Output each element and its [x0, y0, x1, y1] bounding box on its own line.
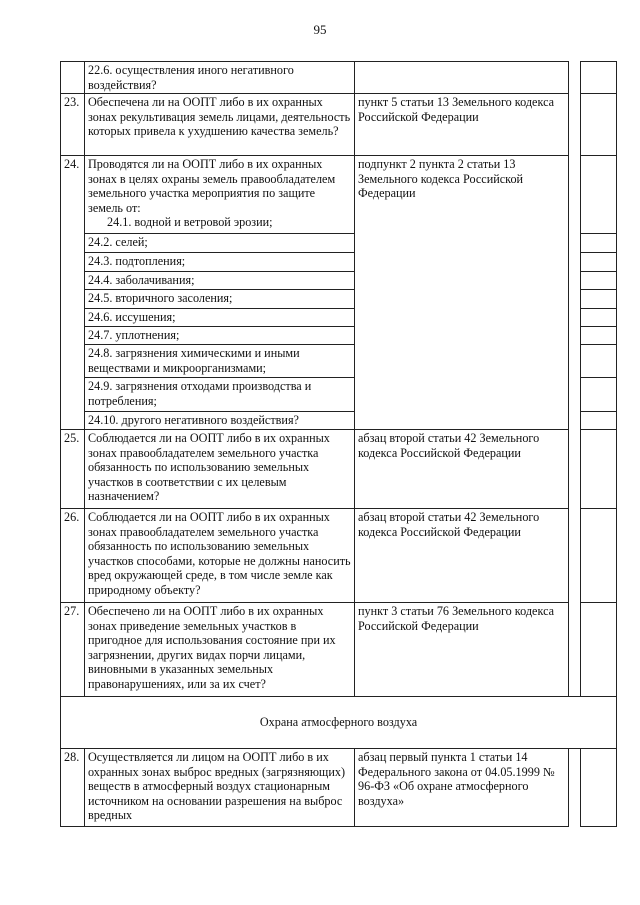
sub-item: 24.7. уплотнения;: [85, 327, 355, 345]
row-number: 25.: [61, 430, 85, 509]
requirement-text: Соблюдается ли на ООПТ либо в их охранных зонах правообладателем земельного участка обязанность по использованию земельных участков способами, которые не должны наносить вред окружающей среде, в том числе земле как природному объекту?: [85, 509, 355, 603]
sub-item: 24.5. вторичного засоления;: [85, 290, 355, 309]
legal-reference: абзац первый пункта 1 статьи 14 Федерального закона от 04.05.1999 № 96-ФЗ «Об охране атмосферного воздуха»: [355, 749, 569, 827]
section-header-row: [61, 697, 617, 749]
answer-cell[interactable]: [581, 62, 617, 94]
legal-reference: подпункт 2 пункта 2 статьи 13 Земельного кодекса Российской Федерации: [355, 156, 569, 430]
answer-cell[interactable]: [581, 345, 617, 378]
sub-item: 24.10. другого негативного воздействия?: [85, 412, 355, 430]
sub-item: 24.4. заболачивания;: [85, 272, 355, 290]
table-row: [61, 62, 617, 94]
answer-cell[interactable]: [581, 234, 617, 253]
legal-reference: пункт 3 статьи 76 Земельного кодекса Российской Федерации: [355, 603, 569, 697]
requirement-text: [85, 156, 355, 234]
legal-reference: пункт 5 статьи 13 Земельного кодекса Российской Федерации: [355, 94, 569, 156]
table-row: [61, 509, 617, 603]
answer-cell[interactable]: [581, 603, 617, 697]
table-row: [61, 749, 617, 827]
table-row: [61, 603, 617, 697]
row-number: [61, 62, 85, 94]
row-number: 28.: [61, 749, 85, 827]
row-number: 24.: [61, 156, 85, 430]
legal-reference: [355, 62, 569, 94]
table-row: [61, 156, 617, 234]
legal-reference: абзац второй статьи 42 Земельного кодекса Российской Федерации: [355, 509, 569, 603]
legal-reference: абзац второй статьи 42 Земельного кодекса Российской Федерации: [355, 430, 569, 509]
requirement-text: Обеспечено ли на ООПТ либо в их охранных зонах приведение земельных участков в пригодное для использования состояние при их загрязнении, других видах порчи лицами, виновными в указанных земельных правонарушениях, или за их счет?: [85, 603, 355, 697]
sub-item: 24.1. водной и ветровой эрозии;: [107, 215, 273, 230]
requirement-text: Осуществляется ли лицом на ООПТ либо в их охранных зонах выброс вредных (загрязняющих) веществ в атмосферный воздух стационарным источником на основании разрешения на выброс вредных: [85, 749, 355, 827]
row-number: 23.: [61, 94, 85, 156]
answer-cell[interactable]: [581, 749, 617, 827]
sub-item: 24.3. подтопления;: [85, 253, 355, 272]
answer-cell[interactable]: [581, 272, 617, 290]
answer-cell[interactable]: [581, 412, 617, 430]
sub-item: 24.8. загрязнения химическими и иными веществами и микроорганизмами;: [85, 345, 355, 378]
sub-item: 24.6. иссушения;: [85, 309, 355, 327]
sub-item: 24.9. загрязнения отходами производства и потребления;: [85, 378, 355, 412]
requirement-text: Соблюдается ли на ООПТ либо в их охранных зонах правообладателем земельного участка обязанность по использованию земельных участков в соответствии с их целевым назначением?: [85, 430, 355, 509]
answer-cell[interactable]: [581, 94, 617, 156]
table-row: [61, 430, 617, 509]
sub-item: 24.2. селей;: [85, 234, 355, 253]
row-number: 26.: [61, 509, 85, 603]
answer-cell[interactable]: [581, 509, 617, 603]
answer-cell[interactable]: [581, 309, 617, 327]
requirement-intro: Проводятся ли на ООПТ либо в их охранных зонах в целях охраны земель правообладателем земельного участка мероприятия по защите земель от:: [88, 157, 336, 215]
answer-cell[interactable]: [581, 253, 617, 272]
page-number: 95: [313, 22, 327, 37]
section-title: Охрана атмосферного воздуха: [61, 697, 617, 749]
checklist-table: [60, 61, 617, 827]
answer-cell[interactable]: [581, 290, 617, 309]
table-row: [61, 94, 617, 156]
answer-cell[interactable]: [581, 156, 617, 234]
row-number: 27.: [61, 603, 85, 697]
answer-cell[interactable]: [581, 430, 617, 509]
answer-cell[interactable]: [581, 378, 617, 412]
requirement-text: 22.6. осуществления иного негативного воздействия?: [85, 62, 355, 94]
answer-cell[interactable]: [581, 327, 617, 345]
requirement-text: Обеспечена ли на ООПТ либо в их охранных зонах рекультивация земель лицами, деятельность которых привела к ухудшению качества земель?: [85, 94, 355, 156]
